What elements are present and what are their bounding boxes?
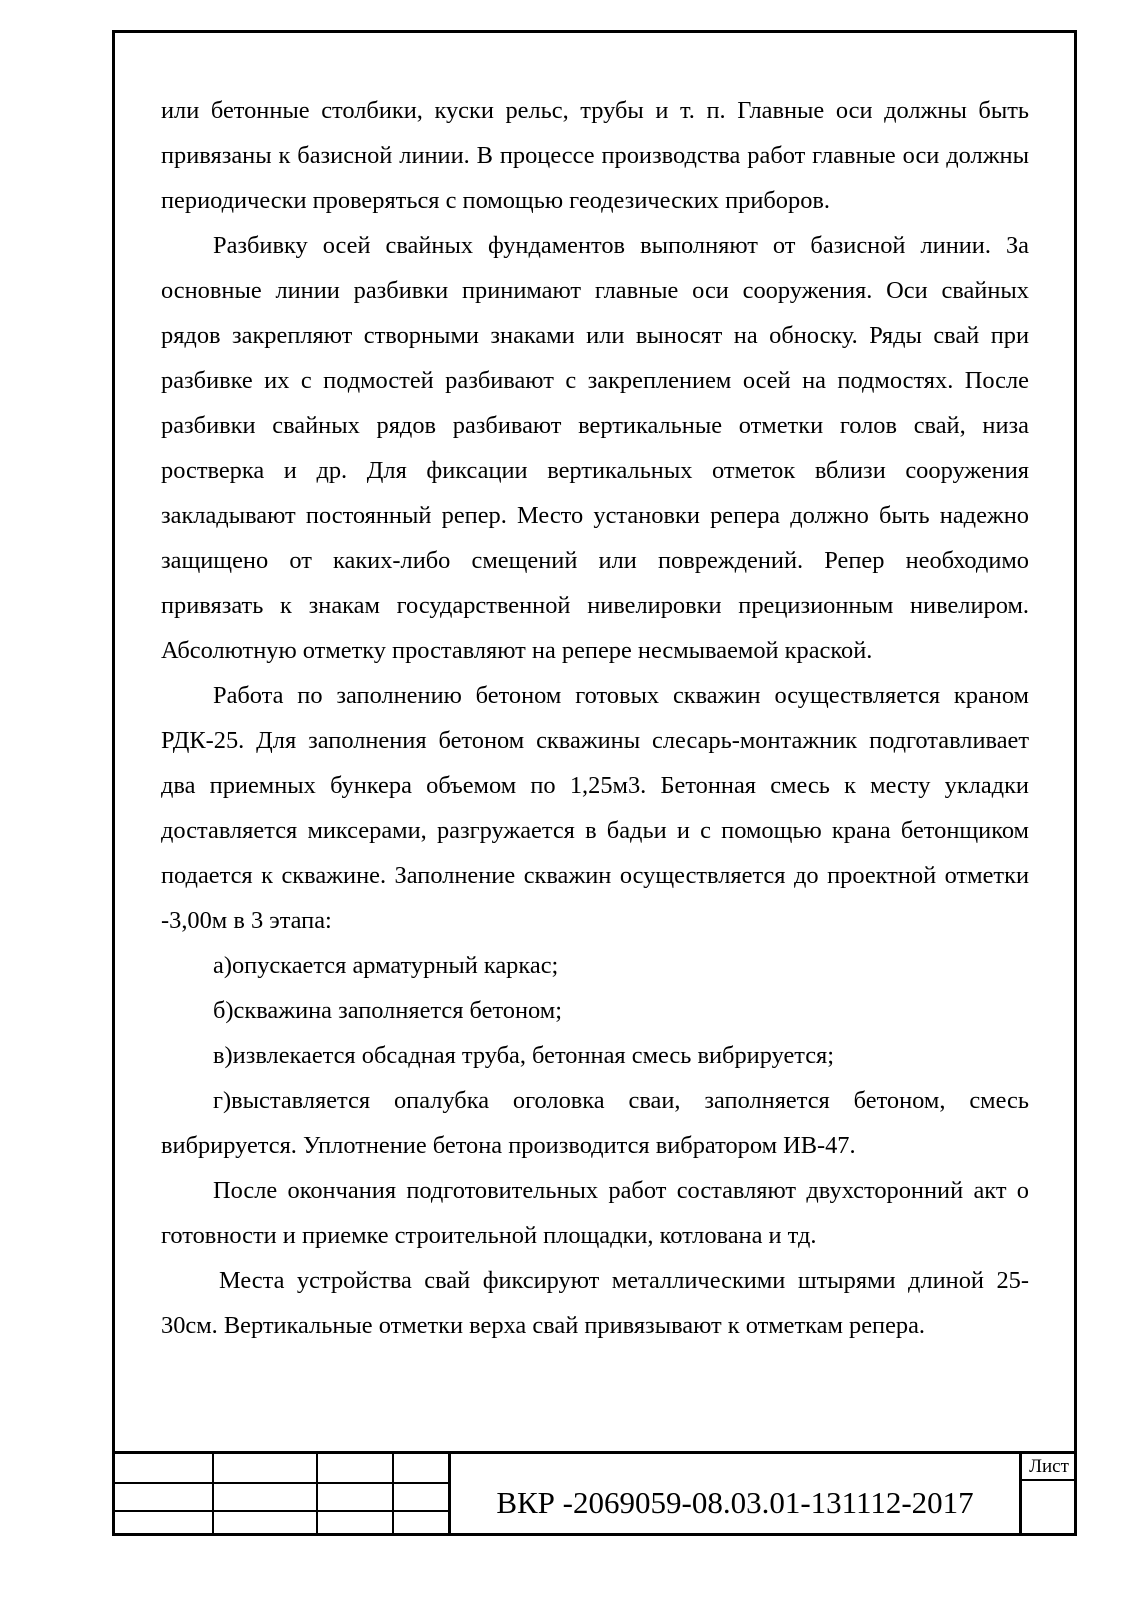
stamp-row-line — [112, 1482, 450, 1484]
list-item: а)опускается арматурный каркас; — [213, 952, 559, 979]
document-code: ВКР -2069059-08.03.01-131112-2017 — [496, 1485, 974, 1520]
stamp-col-line — [212, 1451, 214, 1536]
paragraph: Разбивку осей свайных фундаментов выполняют от базисной линии. За основные линии разбивки принимают главные оси сооружения. Оси свайных рядов закрепляют створными знаками или выносят на обноску. Ряды свай при разбивке их с подмостей разбивают с закреплением осей на подмостях. После разбивки свайных рядов разбивают вертикальные отметки голов свай, низа ростверка и др. Для фиксации вертикальных отметок вблизи сооружения закладывают постоянный репер. Место установки репера должно быть надежно защищено от каких-либо смещений или повреждений. Репер необходимо привязать к знакам государственной нивелировки прецизионным нивелиром. Абсолютную отметку проставляют на репере несмываемой краской. — [161, 232, 1029, 664]
paragraph: или бетонные столбики, куски рельс, трубы и т. п. Главные оси должны быть привязаны к базисной линии. В процессе производства работ главные оси должны периодически проверяться с помощью геодезических приборов. — [161, 97, 1029, 214]
stamp-top-border — [112, 1451, 1077, 1454]
stamp-col-line — [316, 1451, 318, 1536]
paragraph: После окончания подготовительных работ составляют двухсторонний акт о готовности и приемке строительной площадки, котлована и тд. — [161, 1177, 1029, 1249]
list-item: в)извлекается обсадная труба, бетонная смесь вибрируется; — [213, 1042, 835, 1069]
stamp-row-line — [112, 1510, 450, 1512]
stamp-col-line — [392, 1451, 394, 1536]
document-body — [161, 88, 1029, 1348]
sheet-label: Лист — [1029, 1456, 1069, 1477]
list-item: б)скважина заполняется бетоном; — [213, 997, 562, 1024]
paragraph: Работа по заполнению бетоном готовых скважин осуществляется краном РДК-25. Для заполнения бетоном скважины слесарь-монтажник подготавливает два приемных бункера объемом по 1,25м3. Бетонная смесь к месту укладки доставляется миксерами, разгружается в бадьи и с помощью крана бетонщиком подается к скважине. Заполнение скважин осуществляется до проектной отметки -3,00м в 3 этапа: — [161, 682, 1029, 934]
paragraph: Места устройства свай фиксируют металлическими штырями длиной 25-30см. Вертикальные отметки верха свай привязывают к отметкам репера. — [161, 1267, 1029, 1339]
list-item: г)выставляется опалубка оголовка сваи, заполняется бетоном, смесь вибрируется. Уплотнение бетона производится вибратором ИВ-47. — [161, 1087, 1029, 1159]
